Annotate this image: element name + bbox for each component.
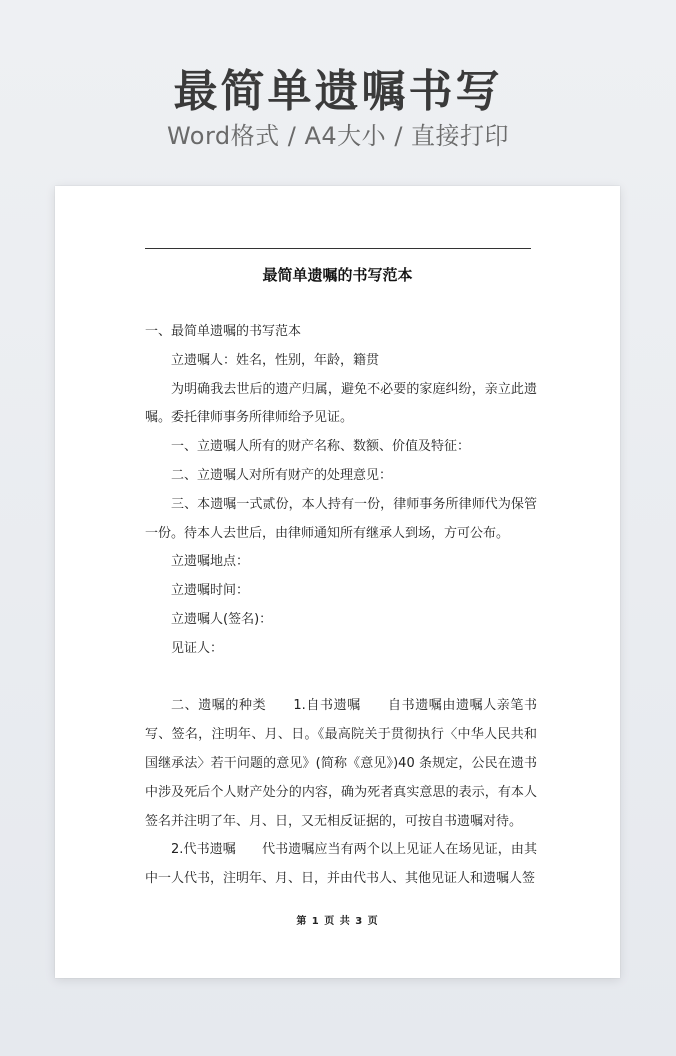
- document-page: [55, 186, 620, 978]
- paragraph: 二、遗嘱的种类 1.自书遗嘱 自书遗嘱由遗嘱人亲笔书写、签名，注明年、月、日。《最高院关于贯彻执行〈中华人民共和国继承法〉若干问题的意见》(简称《意见》)40 条规定，公民在遗书中涉及死后个人财产处分的内容，确为死者真实意思的表示，有本人签名并注明了年、月、日，又无相反证据的，可按自书遗嘱对待。: [145, 698, 537, 829]
- banner-subtitle: Word格式 / A4大小 / 直接打印: [166, 122, 510, 150]
- paragraph: 三、本遗嘱一式贰份，本人持有一份，律师事务所律师代为保管一份。待本人去世后，由律师通知所有继承人到场，方可公布。: [145, 496, 537, 541]
- signature-field-time: 立遗嘱时间：: [171, 583, 250, 599]
- signature-field-witness: 见证人：: [171, 640, 224, 656]
- document-title: 最简单遗嘱的书写范本: [262, 266, 413, 284]
- paragraph: 立遗嘱人：姓名，性别，年龄，籍贯: [171, 352, 380, 368]
- paragraph: 为明确我去世后的遗产归属，避免不必要的家庭纠纷，亲立此遗嘱。委托律师事务所律师给予见证。: [145, 381, 537, 426]
- section-heading: 一、最简单遗嘱的书写范本: [145, 324, 302, 339]
- paragraph: 2.代书遗嘱 代书遗嘱应当有两个以上见证人在场见证，由其中一人代书，注明年、月、日，并由代书人、其他见证人和遗嘱人签: [145, 842, 537, 887]
- signature-field-location: 立遗嘱地点：: [171, 554, 250, 570]
- signature-field-testator: 立遗嘱人(签名)：: [171, 611, 273, 627]
- page-footer: 第 1 页 共 3 页: [296, 916, 379, 927]
- paragraph: 一、立遗嘱人所有的财产名称、数额、价值及特征：: [171, 439, 471, 455]
- paragraph: 二、立遗嘱人对所有财产的处理意见：: [171, 467, 393, 483]
- blank-line: [145, 664, 537, 693]
- header-rule: [145, 248, 531, 249]
- banner-title: 最简单遗嘱书写: [173, 66, 503, 117]
- document-body: [145, 318, 537, 894]
